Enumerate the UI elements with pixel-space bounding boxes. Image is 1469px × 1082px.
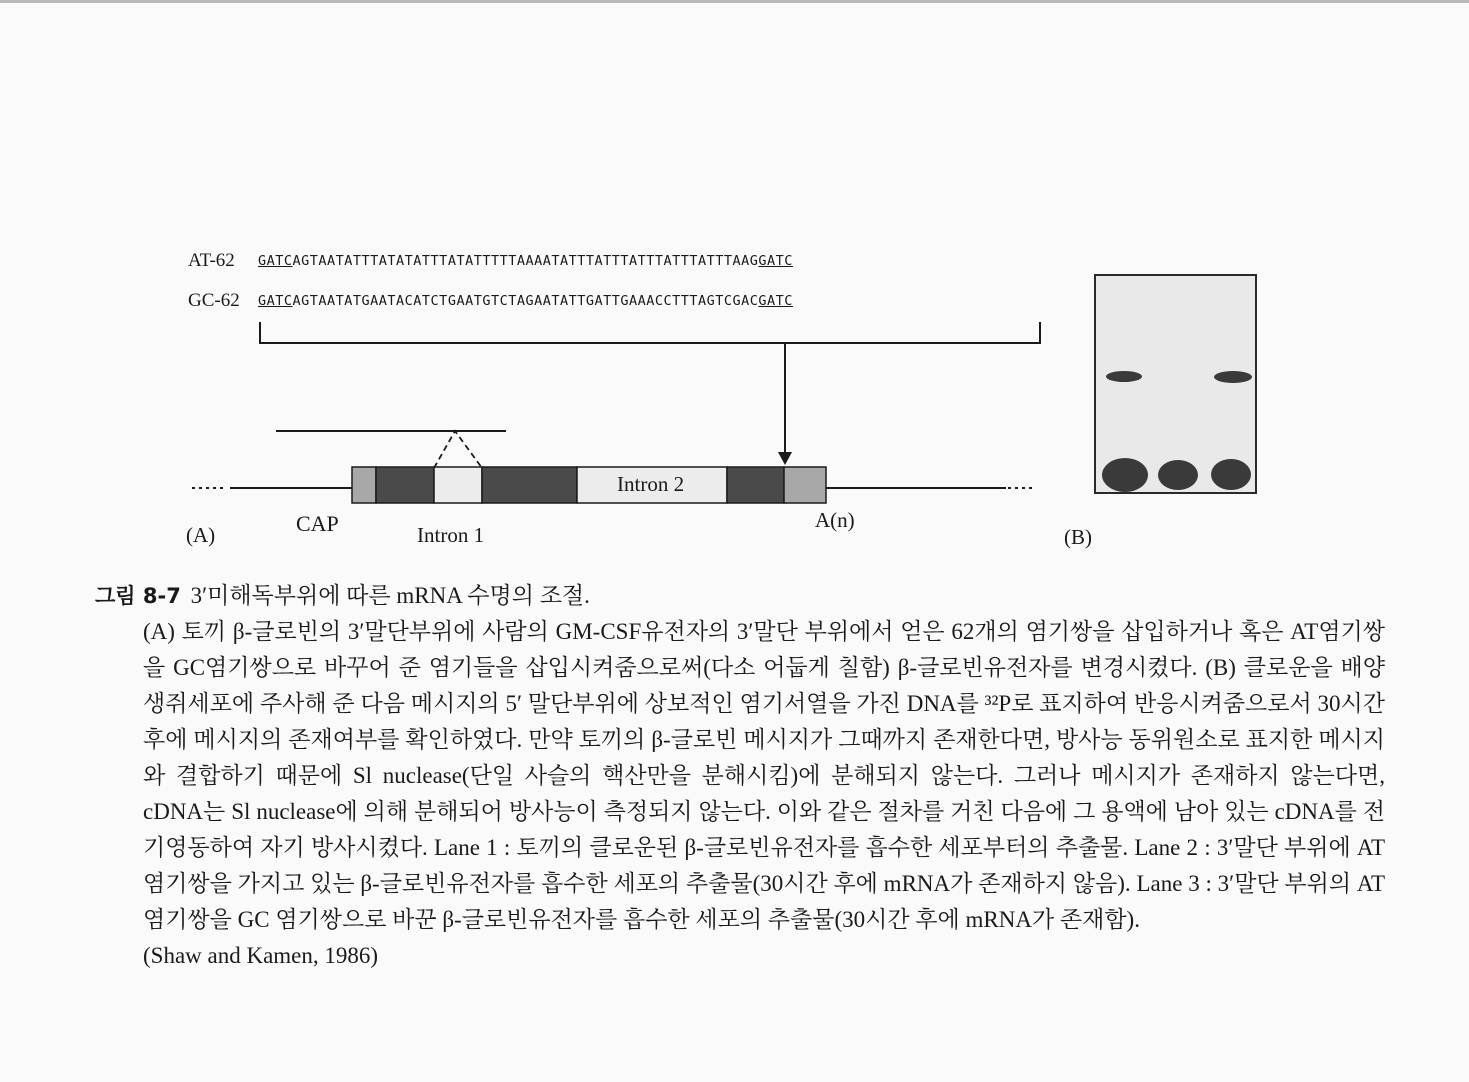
seq-start: GATC — [258, 253, 293, 269]
caption-body-block — [143, 614, 1385, 974]
intron-1-label: Intron 1 — [417, 523, 485, 547]
caption-title: 3′미해독부위에 따른 mRNA 수명의 조절. — [190, 583, 590, 608]
seq-middle: AGTAATATTTATATATTTATATTTTTAAAATATTTATTTATTTATTTATTTAAG — [292, 253, 759, 269]
exon-2-box — [482, 467, 577, 503]
insert-bracket — [260, 322, 1040, 455]
utr-3-box — [784, 467, 826, 503]
caption-body: (A) 토끼 β-글로빈의 3′말단부위에 사람의 GM-CSF유전자의 3′말단 부위에서 얻은 62개의 염기쌍을 삽입하거나 혹은 AT염기쌍을 GC염기쌍으로 바꾸어 준 염기들을 삽입시켜줌으로써(다소 어둡게 칠함) β-글로빈유전자를 변경시켰다. (B) 클로운을 배양 생쥐세포에 주사해 준 다음 메시지의 5′ 말단부위에 상보적인 염기서열을 가진 DNA를 ³²P로 표지하여 반응시켜줌으로서 30시간 후에 메시지의 존재여부를 확인하였다. 만약 토끼의 β-글로빈 메시지가 그때까지 존재한다면, 방사능 동위원소로 표지한 메시지와 결합하기 때문에 Sl nuclease(단일 사슬의 핵산만을 분해시킴)에 분해되지 않는다. 그러나 메시지가 존재하지 않는다면, cDNA는 Sl nuclease에 의해 분해되어 방사능이 측정되지 않는다. 이와 같은 절차를 거친 다음에 그 용액에 남아 있는 cDNA를 전기영동하여 자기 방사시켰다. Lane 1 : 토끼의 클로운된 β-글로빈유전자를 흡수한 세포부터의 추출물. Lane 2 : 3′말단 부위에 AT 염기쌍을 가지고 있는 β-글로빈유전자를 흡수한 세포의 추출물(30시간 후에 mRNA가 존재하지 않음). Lane 3 : 3′말단 부위의 AT 염기쌍을 GC 염기쌍으로 바꾼 β-글로빈유전자를 흡수한 세포의 추출물(30시간 후에 mRNA가 존재함). — [143, 619, 1385, 932]
gel-band-lane1-lower — [1102, 458, 1148, 492]
seq-end: GATC — [758, 253, 793, 269]
panel-a-label: (A) — [186, 523, 216, 547]
intron-2-label: Intron 2 — [617, 472, 685, 496]
seq-label-at62: AT-62 — [188, 250, 235, 271]
seq-end: GATC — [758, 293, 793, 309]
splice-dashes — [434, 431, 482, 468]
insert-arrow-head — [778, 452, 792, 465]
utr-5-box — [352, 467, 376, 503]
caption-citation: (Shaw and Kamen, 1986) — [143, 943, 379, 968]
panel-b-label: (B) — [1064, 525, 1092, 549]
figure-number: 그림 8-7 — [95, 584, 181, 608]
gel-band-lane3-lower — [1211, 459, 1251, 490]
seq-start: GATC — [258, 293, 293, 309]
seq-label-gc62: GC-62 — [188, 290, 240, 311]
exon-3-box — [727, 467, 784, 503]
exon-1-box — [376, 467, 434, 503]
polya-label: A(n) — [815, 508, 855, 532]
cap-label: CAP — [296, 511, 339, 536]
gel-band-lane1-upper — [1106, 371, 1142, 382]
gel-band-lane2-lower — [1158, 460, 1198, 490]
caption-title-line — [95, 578, 1385, 614]
figure-caption — [95, 578, 1385, 974]
seq-middle: AGTAATATGAATACATCTGAATGTCTAGAATATTGATTGAAACCTTTAGTCGAC — [292, 293, 759, 309]
gel-band-lane3-upper — [1214, 371, 1252, 383]
gel-autoradiograph — [1094, 274, 1257, 494]
intron-1-box — [434, 467, 482, 503]
